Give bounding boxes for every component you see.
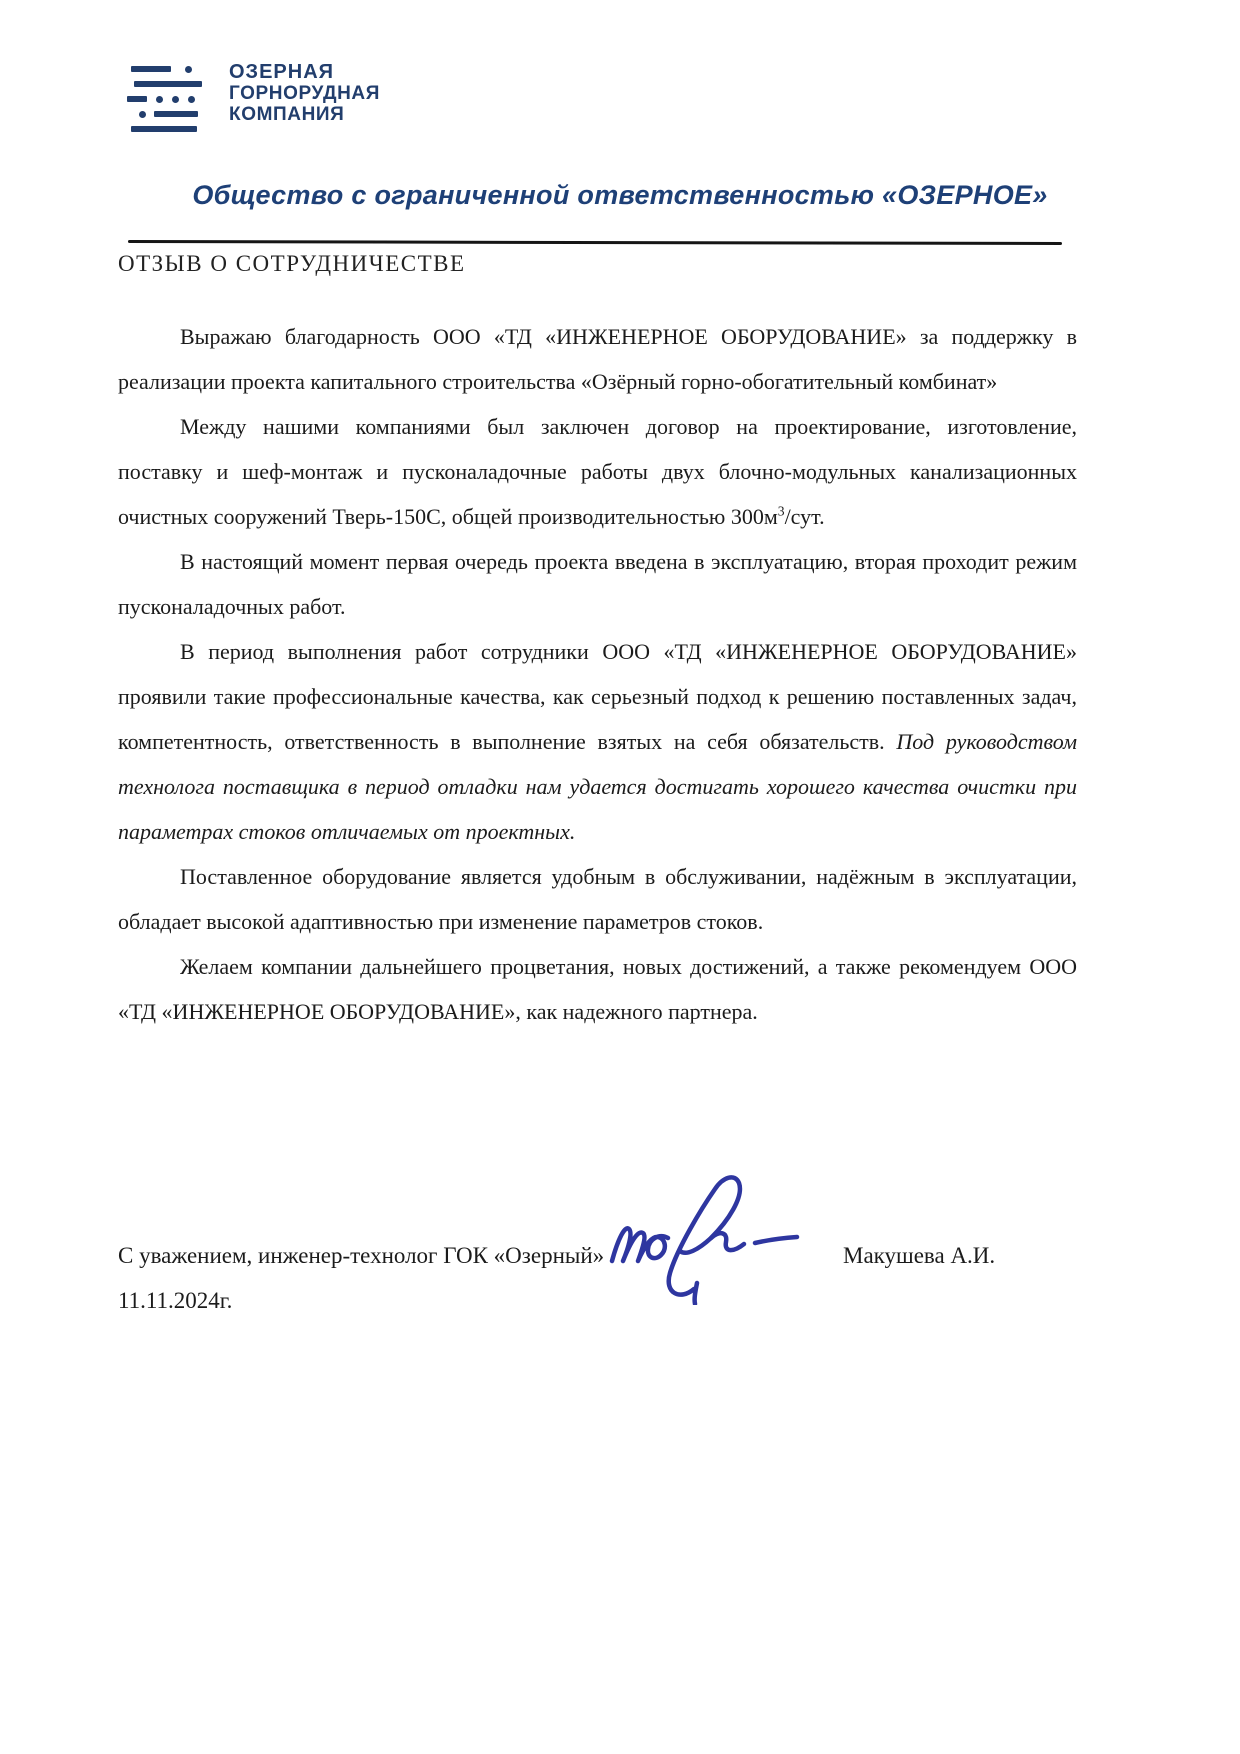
paragraph-3-text: В настоящий момент первая очередь проекта введена в эксплуатацию, вторая проходит режим пусконаладочных работ. bbox=[118, 549, 1077, 619]
document-date: 11.11.2024г. bbox=[118, 1288, 233, 1313]
paragraph-1-text: Выражаю благодарность ООО «ТД «ИНЖЕНЕРНОЕ ОБОРУДОВАНИЕ» за поддержку в реализации проекта капитального строительства «Озёрный горно-обогатительный комбинат» bbox=[118, 324, 1077, 394]
logo-wordmark-line2: ГОРНОРУДНАЯ bbox=[229, 83, 380, 104]
paragraph-1 bbox=[118, 314, 1077, 404]
logo-wordmark bbox=[229, 62, 380, 125]
paragraph-4-text: В период выполнения работ сотрудники ООО «ТД «ИНЖЕНЕРНОЕ ОБОРУДОВАНИЕ» проявили такие профессиональные качества, как серьезный подход к решению поставленных задач, компетентность, ответственность в выполнение взятых на себя обязательств. bbox=[118, 639, 1077, 754]
paragraph-6 bbox=[118, 944, 1077, 1034]
logo-wordmark-line3: КОМПАНИЯ bbox=[229, 104, 345, 125]
superscript-cubed: 3 bbox=[777, 503, 785, 519]
closing-line: С уважением, инженер-технолог ГОК «Озерный» bbox=[118, 1243, 605, 1268]
letter-body bbox=[118, 314, 1077, 1034]
paragraph-6-text: Желаем компании дальнейшего процветания, новых достижений, а также рекомендуем ООО «ТД «ИНЖЕНЕРНОЕ ОБОРУДОВАНИЕ», как надежного партнера. bbox=[118, 954, 1077, 1024]
company-full-name: Общество с ограниченной ответственностью «ОЗЕРНОЕ» bbox=[192, 180, 1048, 210]
company-logo bbox=[127, 62, 380, 141]
handwritten-signature bbox=[598, 1165, 813, 1305]
paragraph-2 bbox=[118, 404, 1077, 539]
signer-name: Макушева А.И. bbox=[843, 1243, 996, 1268]
paragraph-2-text: Между нашими компаниями был заключен договор на проектирование, изготовление, поставку и шеф-монтаж и пусконаладочные работы двух блочно-модульных канализационных очистных сооружений Тверь-150С, общей производительностью 300м bbox=[118, 414, 1077, 529]
header-divider bbox=[128, 240, 1062, 245]
paragraph-2-tail: /сут. bbox=[784, 504, 825, 529]
document-title: ОТЗЫВ О СОТРУДНИЧЕСТВЕ bbox=[118, 251, 466, 276]
paragraph-5-text: Поставленное оборудование является удобным в обслуживании, надёжным в эксплуатации, обладает высокой адаптивностью при изменение параметров стоков. bbox=[118, 864, 1077, 934]
paragraph-4 bbox=[118, 629, 1077, 854]
logo-mark-icon bbox=[127, 62, 207, 141]
paragraph-5 bbox=[118, 854, 1077, 944]
logo-wordmark-line1: ОЗЕРНАЯ bbox=[229, 61, 335, 83]
paragraph-3 bbox=[118, 539, 1077, 629]
paragraph-4-italic-text: Под руководством технолога поставщика в период отладки нам удается достигать хорошего качества очистки при параметрах стоков отличаемых от проектных. bbox=[118, 729, 1077, 844]
